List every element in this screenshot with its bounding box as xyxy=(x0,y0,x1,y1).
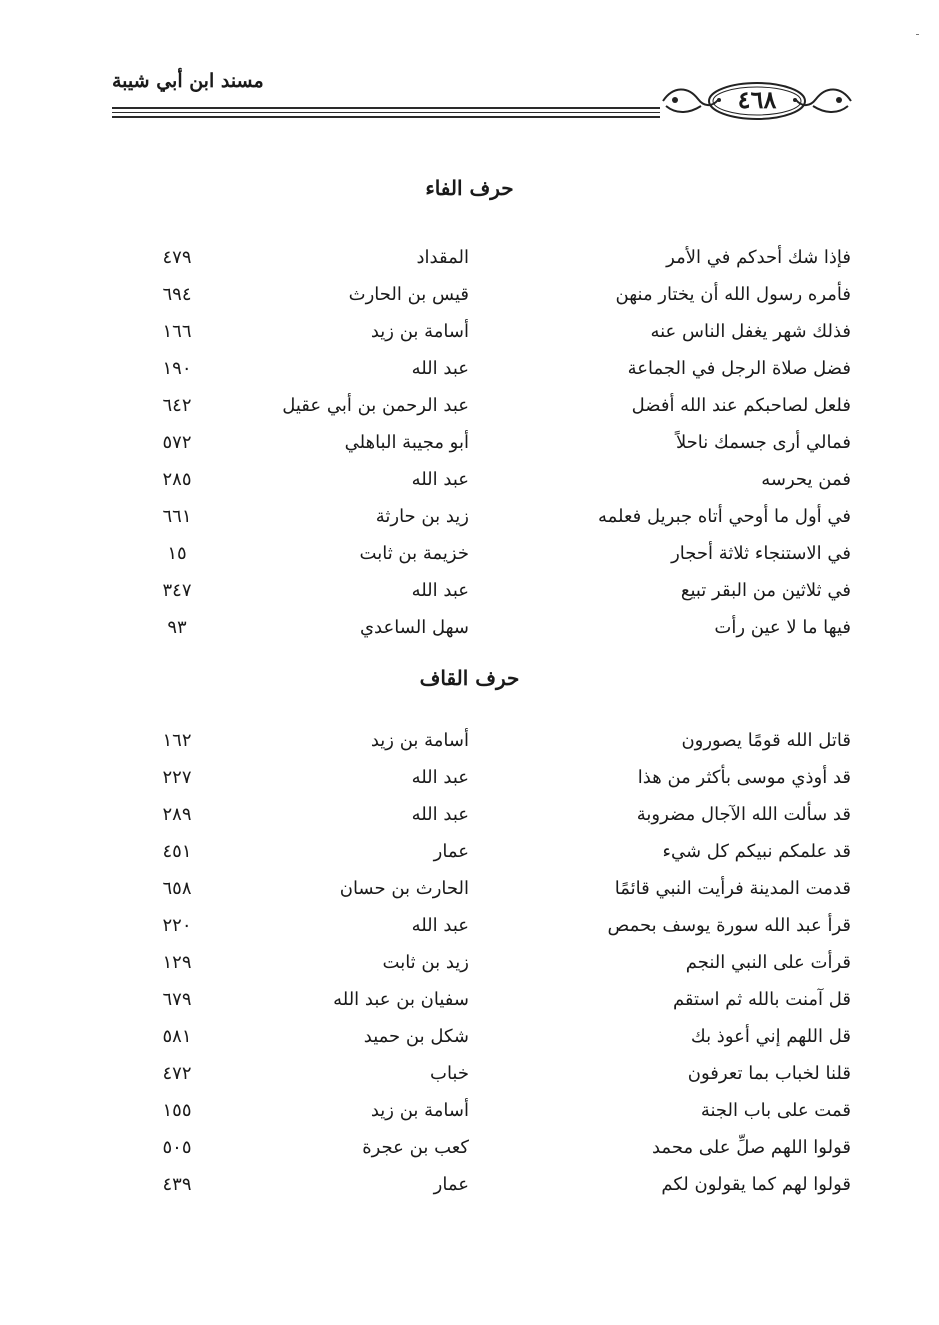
hadith-opening: قرأ عبد الله سورة يوسف بحمص xyxy=(607,915,851,936)
index-row xyxy=(0,1170,939,1207)
index-row xyxy=(0,837,939,874)
hadith-opening: قولوا لهم كما يقولون لكم xyxy=(661,1174,851,1195)
narrator-name: عبد الرحمن بن أبي عقيل xyxy=(282,395,469,416)
index-row xyxy=(0,763,939,800)
header-rule xyxy=(112,107,660,109)
hadith-opening: قدمت المدينة فرأيت النبي قائمًا xyxy=(614,878,851,899)
narrator-name: أسامة بن زيد xyxy=(370,1100,469,1121)
hadith-opening: في أول ما أوحي أتاه جبريل فعلمه xyxy=(597,506,851,527)
index-row xyxy=(0,1022,939,1059)
index-row xyxy=(0,874,939,911)
page-reference: ٦٥٨ xyxy=(162,878,192,899)
hadith-opening: فمن يحرسه xyxy=(761,469,851,490)
index-row xyxy=(0,613,939,650)
header-rule xyxy=(112,116,660,118)
page-reference: ٢٨٩ xyxy=(162,804,192,825)
section-title-fa: حرف الفاء xyxy=(425,176,514,200)
index-row xyxy=(0,1133,939,1170)
hadith-opening: قرأت على النبي النجم xyxy=(685,952,851,973)
index-row xyxy=(0,391,939,428)
index-row xyxy=(0,985,939,1022)
index-row xyxy=(0,539,939,576)
index-row xyxy=(0,1059,939,1096)
narrator-name: المقداد xyxy=(416,247,469,268)
page-reference: ١٦٦ xyxy=(162,321,192,342)
narrator-name: أسامة بن زيد xyxy=(370,730,469,751)
hadith-opening: قد أوذي موسى بأكثر من هذا xyxy=(637,767,851,788)
narrator-name: عمار xyxy=(433,841,469,862)
hadith-opening: قمت على باب الجنة xyxy=(700,1100,851,1121)
hadith-opening: في الاستنجاء ثلاثة أحجار xyxy=(671,543,851,564)
narrator-name: خباب xyxy=(430,1063,469,1084)
page-speck xyxy=(916,34,919,35)
index-row xyxy=(0,428,939,465)
index-row xyxy=(0,502,939,539)
narrator-name: أسامة بن زيد xyxy=(370,321,469,342)
hadith-opening: فضل صلاة الرجل في الجماعة xyxy=(627,358,851,379)
narrator-name: سفيان بن عبد الله xyxy=(333,989,469,1010)
index-row xyxy=(0,280,939,317)
index-row xyxy=(0,911,939,948)
page-reference: ٤٧٢ xyxy=(162,1063,192,1084)
page-number: ٤٦٨ xyxy=(737,85,777,114)
hadith-opening: فيها ما لا عين رأت xyxy=(714,617,851,638)
hadith-opening: قولوا اللهم صلِّ على محمد xyxy=(651,1137,851,1158)
hadith-opening: قل آمنت بالله ثم استقم xyxy=(672,989,851,1010)
page-reference: ١٩٠ xyxy=(162,358,192,379)
hadith-opening: قلنا لخباب بما تعرفون xyxy=(687,1063,851,1084)
page-reference: ٦٦١ xyxy=(162,506,192,527)
narrator-name: أبو مجيبة الباهلي xyxy=(344,432,469,453)
hadith-opening: في ثلاثين من البقر تبيع xyxy=(680,580,851,601)
page-reference: ٦٤٢ xyxy=(162,395,192,416)
hadith-opening: فإذا شك أحدكم في الأمر xyxy=(666,247,851,268)
narrator-name: عبد الله xyxy=(411,915,469,936)
narrator-name: عبد الله xyxy=(411,767,469,788)
hadith-opening: فمالي أرى جسمك ناحلاً xyxy=(675,432,851,453)
page-reference: ٦٧٩ xyxy=(162,989,192,1010)
page-reference: ٦٩٤ xyxy=(162,284,192,305)
page-reference: ٤٧٩ xyxy=(162,247,192,268)
page-reference: ٣٤٧ xyxy=(162,580,192,601)
narrator-name: قيس بن الحارث xyxy=(348,284,469,305)
hadith-opening: قاتل الله قومًا يصورون xyxy=(681,730,851,751)
narrator-name: سهل الساعدي xyxy=(359,617,469,638)
section-title-qaf: حرف القاف xyxy=(419,666,520,690)
index-row xyxy=(0,354,939,391)
index-row xyxy=(0,317,939,354)
page-reference: ٥٠٥ xyxy=(162,1137,192,1158)
page-reference: ١٥٥ xyxy=(162,1100,192,1121)
page-reference: ٤٥١ xyxy=(162,841,192,862)
page-reference: ١٦٢ xyxy=(162,730,192,751)
hadith-opening: قل اللهم إني أعوذ بك xyxy=(690,1026,851,1047)
index-row xyxy=(0,948,939,985)
index-row xyxy=(0,243,939,280)
index-row xyxy=(0,1096,939,1133)
page-reference: ١٥ xyxy=(167,543,187,564)
narrator-name: زيد بن ثابت xyxy=(382,952,469,973)
page-reference: ١٢٩ xyxy=(162,952,192,973)
narrator-name: زيد بن حارثة xyxy=(375,506,469,527)
index-row xyxy=(0,576,939,613)
page-reference: ٢٢٠ xyxy=(162,915,192,936)
narrator-name: الحارث بن حسان xyxy=(339,878,469,899)
index-row xyxy=(0,726,939,763)
narrator-name: عبد الله xyxy=(411,358,469,379)
page-reference: ٥٧٢ xyxy=(162,432,192,453)
running-title: مسند ابن أبي شيبة xyxy=(112,70,264,92)
narrator-name: عبد الله xyxy=(411,580,469,601)
narrator-name: شكل بن حميد xyxy=(363,1026,469,1047)
page-reference: ٢٢٧ xyxy=(162,767,192,788)
hadith-opening: قد سألت الله الآجال مضروبة xyxy=(636,804,851,825)
page-reference: ٢٨٥ xyxy=(162,469,192,490)
page-reference: ٩٣ xyxy=(167,617,187,638)
page-header xyxy=(112,62,857,130)
hadith-opening: قد علمكم نبيكم كل شيء xyxy=(662,841,851,862)
index-row xyxy=(0,465,939,502)
page-reference: ٤٣٩ xyxy=(162,1174,192,1195)
narrator-name: عمار xyxy=(433,1174,469,1195)
page-reference: ٥٨١ xyxy=(162,1026,192,1047)
hadith-opening: فذلك شهر يغفل الناس عنه xyxy=(650,321,851,342)
index-row xyxy=(0,800,939,837)
hadith-opening: فأمره رسول الله أن يختار منهن xyxy=(615,284,851,305)
narrator-name: عبد الله xyxy=(411,804,469,825)
narrator-name: خزيمة بن ثابت xyxy=(359,543,469,564)
narrator-name: عبد الله xyxy=(411,469,469,490)
hadith-opening: فلعل لصاحبكم عند الله أفضل xyxy=(631,395,851,416)
header-rule xyxy=(112,112,660,113)
narrator-name: كعب بن عجرة xyxy=(362,1137,469,1158)
